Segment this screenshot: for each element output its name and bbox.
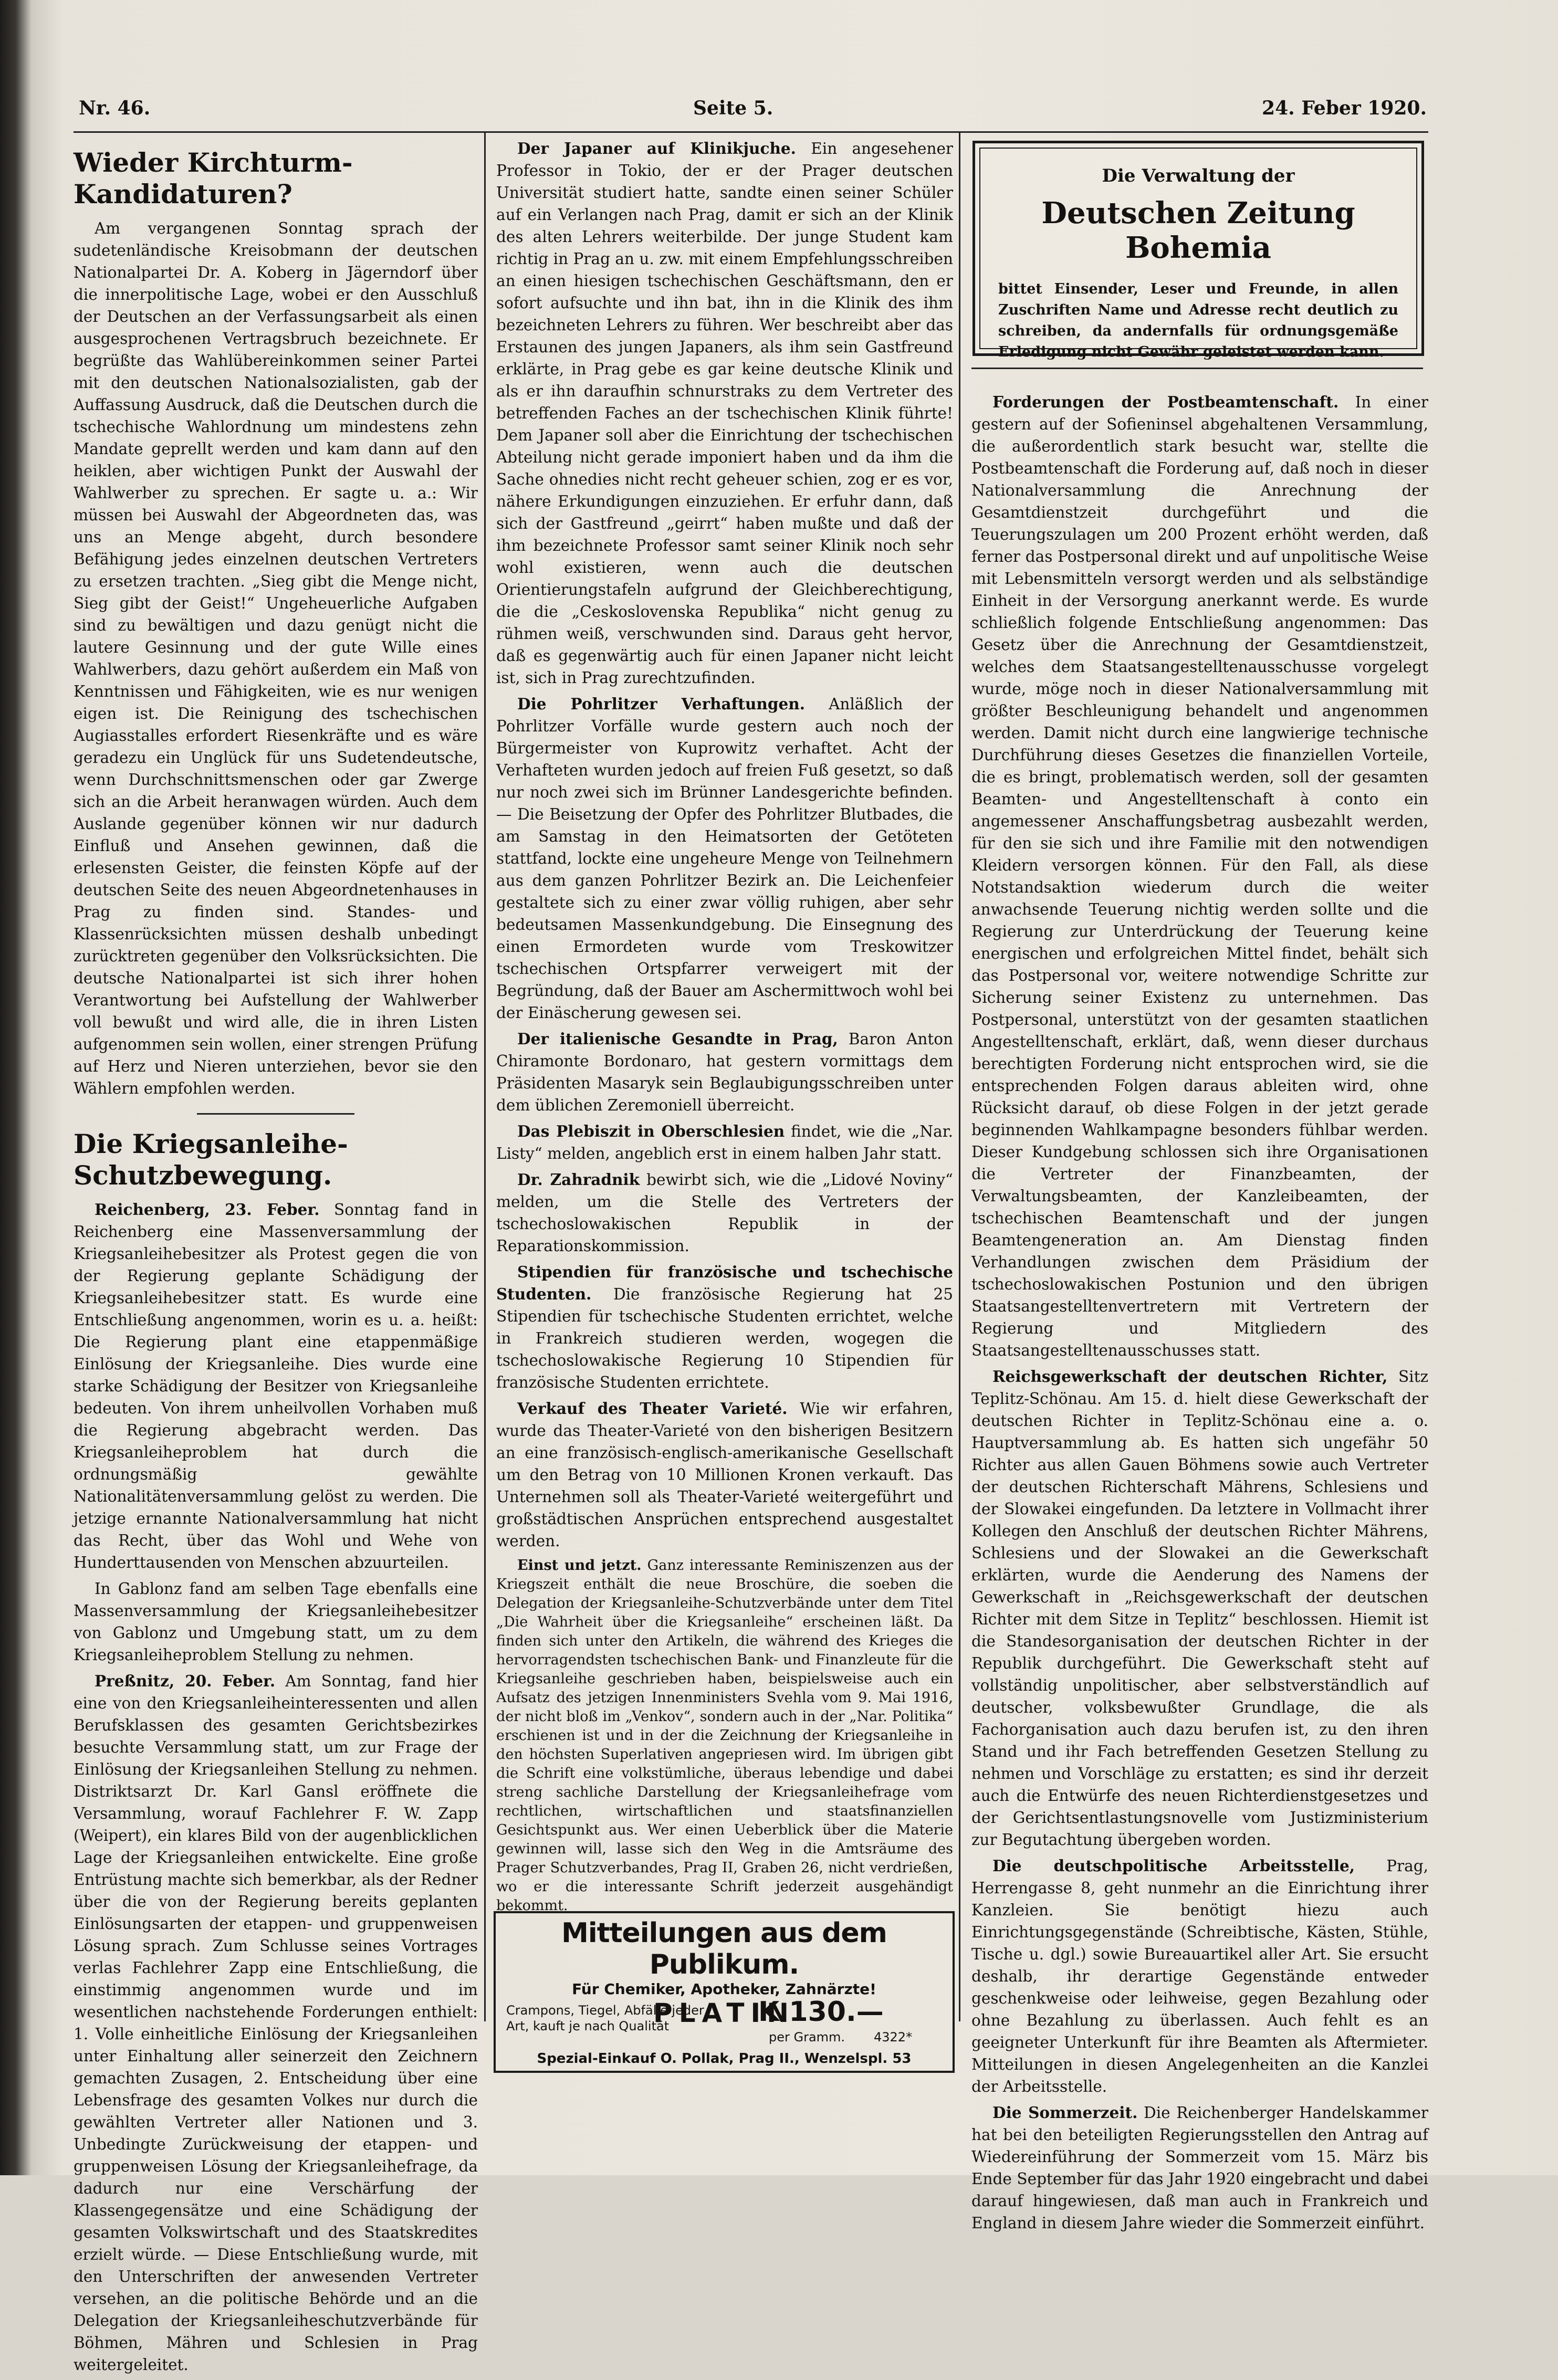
article-lead: Reichsgewerkschaft der deutschen Richter,	[992, 1367, 1388, 1386]
article-body: Ganz interessante Reminiszenzen aus der Kriegszeit enthält die neue Broschüre, die soeben die Delegation der Kriegsanleihe-Schutzverbände unter dem Titel „Die Wahrheit über die Kriegsanleihe“ erscheinen läßt. Da finden sich unter den Artikeln, die während des Krieges die hervorragendsten tschechischen Bank- und Finanzleute für die Kriegsanleihe geschrieben haben, beispielsweise auch ein Aufsatz des jetzigen Innenministers Svehla vom 9. Mai 1916, der nicht bloß im „Venkov“, sondern auch in der „Nar. Politika“ erschienen ist und in der die Zeichnung der Kriegsanleihe in den höchsten Superlativen angepriesen wird. Im übrigen gibt die Schrift eine volkstümliche, überaus lebendige und dabei streng sachliche Darstellung der Kriegsanleihefrage vom rechtlichen, wirtschaftlichen und staatsfinanziellen Gesichtspunkt aus. Wer einen Ueberblick über die Materie gewinnen will, lasse sich den Weg in die Amtsräume des Prager Schutzverbandes, Prag II, Graben 26, nicht verdrießen, wo er die interessante Schrift jederzeit ausgehändigt bekommt.	[496, 1557, 953, 1914]
article-richter	[971, 1366, 1428, 1851]
header-rule	[74, 131, 1428, 133]
article-lead: Forderungen der Postbeamtenschaft.	[992, 393, 1339, 411]
article-pressnitz	[74, 1670, 478, 2376]
article-body: Die französische Regierung hat 25 Stipendien für tschechische Studenten errichtet, welche in Frankreich studieren werden, wogegen die tschechoslowakische Regierung 10 Stipendien für französische Studenten errichtete.	[496, 1285, 953, 1391]
issue-number: Nr. 46.	[79, 97, 151, 119]
article-variete	[496, 1398, 953, 1552]
box-text: bittet Einsender, Leser und Freunde, in allen Zuschriften Name und Adresse recht deutlich zu schreiben, da andernfalls für ordnungsgemäße Erledigung nicht Gewähr geleistet werden kann.	[998, 281, 1398, 360]
platin-advertisement	[494, 1911, 955, 2073]
article-lead: Die Pohrlitzer Verhaftungen.	[517, 695, 805, 713]
article-body: findet, wie die „Nar. Listy“ melden, angeblich erst in einem halben Jahr statt.	[496, 1123, 953, 1162]
ad-price: K 130.—	[758, 1996, 884, 2028]
ad-product: PLATIN	[653, 1998, 795, 2028]
article-lead: Dr. Zahradnik	[517, 1170, 640, 1189]
ad-title: Mitteilungen aus dem Publikum.	[561, 1917, 887, 1980]
article-lead: Das Plebiszit in Oberschlesien	[517, 1122, 785, 1140]
column-3	[971, 391, 1428, 2238]
article-lead: Die deutschpolitische Arbeitsstelle,	[992, 1857, 1355, 1875]
article-kirchturm: Am vergangenen Sonntag sprach der sudetenländische Kreisobmann der deutschen Nationalpartei Dr. A. Koberg in Jägerndorf über die innerpolitische Lage, wobei er den Ausschluß der Deutschen an der Verfassungsarbeit als einen ausgesprochenen Vertragsbruch bezeichnete. Er begrüßte das Wahlübereinkommen seiner Partei mit den deutschen Nationalsozialisten, gab der Auffassung Ausdruck, daß die Deutschen durch die tschechische Wahlordnung um mindestens zehn Mandate geprellt werden und kam dann auf den heiklen, aber wichtigen Punkt der Auswahl der Wahlwerber zu sprechen. Er sagte u. a.: Wir müssen bei Auswahl der Abgeordneten das, was uns an Menge abgeht, durch besondere Befähigung jedes einzelnen deutschen Vertreters zu ersetzen trachten. „Sieg gibt die Menge nicht, Sieg gibt der Geist!“ Ungeheuerliche Aufgaben sind zu bewältigen und dazu genügt nicht die lautere Gesinnung und der gute Wille eines Wahlwerbers, dazu gehört außerdem ein Maß von Kenntnissen und Fähigkeiten, wie es nur wenigen eigen ist. Die Reinigung des tschechischen Augiasstalles erfordert Riesenkräfte und es wäre geradezu ein Unglück für uns Sudetendeutsche, wenn Durchschnittsmenschen oder gar Zwerge sich an die Arbeit heranwagen würden. Auch dem Auslande gegenüber können wir nur dadurch Einfluß und Ansehen gewinnen, daß die erlesensten Geister, die feinsten Köpfe auf der deutschen Seite des neuen Abgeordnetenhauses in Prag zu finden sind. Standes- und Klassenrücksichten müssen deshalb unbedingt zurücktreten gegenüber den Volksrücksichten. Die deutsche Nationalpartei ist sich ihrer hohen Verantwortung bei Aufstellung der Wahlwerber voll bewußt und wird alle, die in ihren Listen aufgenommen sein wollen, einer strengen Prüfung auf Herz und Nieren unterziehen, bevor sie den Wählern empfohlen werden.	[74, 219, 478, 1097]
article-arbeitsstelle	[971, 1855, 1428, 2098]
bohemia-notice-box	[973, 141, 1424, 360]
article-lead: Der italienische Gesandte in Prag,	[517, 1030, 838, 1048]
article-lead: Stipendien für französische und tschechische Studenten.	[496, 1263, 953, 1303]
article-body: Wie wir erfahren, wurde das Theater-Varieté von den bisherigen Besitzern an eine französisch-englisch-amerikanische Gesellschaft um den Betrag von 10 Millionen Kronen verkauft. Das Unternehmen soll als Theater-Varieté weitergeführt und großstädtischen Ansprüchen entsprechend ausgestaltet werden.	[496, 1400, 953, 1550]
page-header	[79, 97, 1427, 129]
ad-price-unit: per Gramm.	[769, 2030, 845, 2045]
article-einst-jetzt	[496, 1556, 953, 1915]
article-postbeamte	[971, 391, 1428, 1361]
article-plebiszit	[496, 1120, 953, 1165]
dateline: Preßnitz, 20. Feber.	[95, 1672, 276, 1690]
article-sommerzeit	[971, 2102, 1428, 2234]
article-lead: Verkauf des Theater Varieté.	[517, 1399, 788, 1418]
article-zahradnik	[496, 1169, 953, 1257]
article-stipendien	[496, 1261, 953, 1393]
article-gablonz: In Gablonz fand am selben Tage ebenfalls eine Massenversammlung der Kriegsanleihebesitzer von Gablonz und Umgebung statt, um zu dem Kriegsanleiheproblem Stellung zu nehmen.	[74, 1580, 478, 1664]
article-lead: Die Sommerzeit.	[992, 2103, 1138, 2122]
article-lead: Einst und jetzt.	[517, 1557, 642, 1574]
headline-kriegsanleihe: Die Kriegsanleihe-Schutzbewegung.	[74, 1128, 348, 1191]
article-pohrlitz	[496, 693, 953, 1024]
article-lead: Der Japaner auf Klinikjuche.	[517, 139, 796, 158]
box-rule	[971, 368, 1423, 369]
article-body: Die Reichenberger Handelskammer hat bei den beteiligten Regierungsstellen den Antrag auf Wiedereinführung der Sommerzeit vom 15. März bis Ende September für das Jahr 1920 eingebracht und dabei darauf hingewiesen, daß man auch in Frankreich und England in diesem Jahre wieder die Sommerzeit einführt.	[971, 2104, 1428, 2232]
article-body: Prag, Herrengasse 8, geht nunmehr an die Einrichtung ihrer Kanzleien. Sie benötigt hiezu auch Einrichtungsgegenstände (Schreibtische, Kästen, Stühle, Tische u. dgl.) sowie Bureauartikel aller Art. Sie ersucht deshalb, ihr derartige Gegenstände entweder geschenkweise oder leihweise, gegen Bezahlung oder ohne Bezahlung zu überlassen. Auch fehlt es an geeigneter Unterkunft für ihre Beamten als Aftermieter. Mitteilungen in diesen Angelegenheiten an die Kanzlei der Arbeitsstelle.	[971, 1857, 1428, 2095]
ad-subtitle: Für Chemiker, Apotheker, Zahnärzte!	[572, 1980, 876, 1998]
article-body: bewirbt sich, wie die „Lidové Noviny“ melden, um die Stelle des Vertreters der tschechoslowakischen Republik in der Reparationskommission.	[496, 1171, 953, 1255]
article-body: Baron Anton Chiramonte Bordonaro, hat gestern vormittags dem Präsidenten Masaryk sein Beglaubigungsschreiben unter dem üblichen Zeremoniell überreicht.	[496, 1030, 953, 1114]
ad-description: Crampons, Tiegel, Abfälle jeder Art, kauft je nach Qualität	[506, 2003, 704, 2033]
article-body: Ein angesehener Professor in Tokio, der er der Prager deutschen Universität studiert hatte, sandte einen seiner Schüler auf ein Verlangen nach Prag, damit er sich an der Klinik des alten Lehrers weiterbilde. Der junge Student kam richtig in Prag an u. zw. mit einem Empfehlungsschreiben an einen hiesigen tschechischen Geschäftsmann, den er sofort aufsuchte und ihn bat, ihn in die Klinik des ihm bezeichneten Lehrers zu führen. Wer beschreibt aber das Erstaunen des jungen Japaners, als ihm sein Gastfreund erklärte, in Prag gebe es gar keine deutsche Klinik und als er ihn daraufhin schnurstraks zu dem Vertreter des betreffenden Faches an der tschechischen Klinik führte! Dem Japaner soll aber die Einrichtung der tschechischen Abteilung nicht gerade imponiert haben und da ihm die Sache ohnedies nicht recht geheuer schien, zog er es vor, nähere Erkundigungen einzuziehen. Er erfuhr dann, daß sich der Gastfreund „geirrt“ haben mußte und daß der ihm bezeichnete Professor samt seiner Klinik noch sehr wohl existieren, wenn auch die deutschen Orientierungstafeln aufgrund der Gleichberechtigung, die die „Ceskoslovenska Republika“ nicht genug zu rühmen weiß, verschwunden sind. Daraus geht hervor, daß es gegenwärtig auch für einen Japaner nicht leicht ist, sich in Prag zurechtzufinden.	[496, 140, 954, 687]
article-body: Sonntag fand in Reichenberg eine Massenversammlung der Kriegsanleihebesitzer als Protest gegen die von der Regierung geplante Schädigung der Kriegsanleihebesitzer statt. Es wurde eine Entschließung angenommen, worin es u. a. heißt: Die Regierung plant eine etappenmäßige Einlösung der Kriegsanleihe. Dies wurde eine starke Schädigung der Besitzer von Kriegsanleihe bedeuten. Von ihrem unheilvollen Vorhaben muß die Regierung abgebracht werden. Das Kriegsanleiheproblem hat durch die ordnungsmäßig gewählte Nationalitätenversammlung gelöst zu werden. Die jetzige ernannte Nationalversammlung hat nicht das Recht, über das Wohl und Wehe von Hunderttausenden von Menschen abzuurteilen.	[74, 1201, 478, 1571]
page-number: Seite 5.	[693, 97, 773, 119]
article-body: Am Sonntag, fand hier eine von den Kriegsanleiheinteressenten und allen Berufsklassen des gesamten Gerichtsbezirkes besuchte Versammlung statt, um zur Frage der Einlösung der Kriegsanleihen Stellung zu nehmen. Distriktsarzt Dr. Karl Gansl eröffnete die Versammlung, worauf Fachlehrer F. W. Zapp (Weipert), ein klares Bild von der augenblicklichen Lage der Kriegsanleihen entwickelte. Eine große Entrüstung machte sich bemerkbar, als der Redner über die von der Regierung bereits geplanten Einlösungsarten der etappen- und gruppenweisen Lösung sprach. Zum Schlusse seines Vortrages verlas Fachlehrer Zapp eine Entschließung, die einstimmig angenommen wurde und im wesentlichen nachstehende Forderungen enthielt: 1. Volle einheitliche Einlösung der Kriegsanleihen unter Einhaltung aller seinerzeit den Zeichnern gemachten Zusagen, 2. Entscheidung über eine Lebensfrage des gesamten Volkes nur durch die gewählten Vertreter aller Nationen und 3. Unbedingte Zurückweisung der etappen- und gruppenweisen Lösung der Kriegsanleihefrage, da dadurch nur eine Verschärfung der Klassengegensätze und eine Schädigung der gesamten Volkswirtschaft und des Staatskredites erzielt würde. — Diese Entschließung wurde, mit den Unterschriften der anwesenden Vertreter versehen, an die politische Behörde und an die Delegation der Kriegsanleiheschutzverbände für Böhmen, Mähren und Schlesien in Prag weitergeleitet.	[74, 1672, 478, 2374]
ad-code: 4322*	[874, 2030, 913, 2045]
article-body: Anläßlich der Pohrlitzer Vorfälle wurde gestern auch noch der Bürgermeister von Kuprowitz verhaftet. Acht der Verhafteten wurden jedoch auf freien Fuß gesetzt, so daß nur noch zwei sich im Brünner Landesgerichte befinden. — Die Beisetzung der Opfer des Pohrlitzer Blutbades, die am Samstag in den Heimatsorten der Getöteten stattfand, lockte eine ungeheure Menge von Teilnehmern aus dem ganzen Pohrlitzer Bezirk an. Die Leichenfeier gestaltete sich zu einer zwar völlig ruhigen, aber sehr bedeutsamen Massenkundgebung. Die Einsegnung des einen Ermordeten wurde vom Treskowitzer tschechischen Ortspfarrer verweigert mit der Begründung, daß der Bauer am Aschermittwoch wohl bei der Einäscherung gewesen sei.	[496, 695, 953, 1022]
article-gesandte	[496, 1028, 953, 1116]
article-japaner	[496, 138, 953, 689]
article-separator	[197, 1113, 354, 1115]
box-line-2: Deutschen Zeitung Bohemia	[1041, 196, 1355, 265]
column-divider	[959, 131, 960, 2021]
article-body: In einer gestern auf der Sofieninsel abgehaltenen Versammlung, die außerordentlich stark besucht war, stellte die Postbeamtenschaft die Forderung auf, daß noch in dieser Nationalversammlung die Anrechnung der Gesamtdienstzeit durchgeführt und die Teuerungszulagen um 200 Prozent erhöht werden, daß ferner das Postpersonal direkt und auf unpolitische Weise mit Lebensmitteln versorgt werden und als selbständige Einheit in der Versorgung anerkannt werde. Es wurde schließlich folgende Entschließung angenommen: Das Gesetz über die Anrechnung der Gesamtdienstzeit, welches dem Staatsangestelltenausschusse vorgelegt wurde, möge noch in dieser Nationalversammlung mit größter Beschleunigung behandelt und angenommen werden. Damit nicht durch eine langwierige technische Durchführung dieses Gesetzes die finanziellen Vorteile, die es bringt, problematisch werden, soll der gesamten Beamten- und Angestelltenschaft à conto ein angemessener Anschaffungsbetrag ausbezahlt werden, für den sie sich und ihre Familie mit den notwendigen Kleidern versorgen können. Für den Fall, als diese Notstandsaktion wiederum durch die weiter anwachsende Teuerung nichtig werden sollte und die Regierung zur Unterdrückung der Teuerung keine energischen und erfolgreichen Mittel findet, behält sich das Postpersonal vor, weitere notwendige Schritte zur Sicherung seiner Existenz zu unternehmen. Das Postpersonal, unterstützt von der gesamten staatlichen Angestelltenschaft, erklärt, daß, wenn dieser durchaus berechtigten Forderung nicht entsprochen wird, sie die entsprechenden Folgen daraus ableiten wird, ohne Rücksicht darauf, ob diese Folgen in der jetzt gerade beginnenden Wahlkampagne besonders fühlbar werden. Dieser Kundgebung schlossen sich ihre Organisationen die Vertreter der Finanzbeamten, der Verwaltungsbeamten, der Kanzleibeamten, der tschechischen Beamtenschaft und der jungen Beamtengeneration an. Am Dienstag finden Verhandlungen zwischen dem Präsidium der tschechoslowakischen Postunion und den übrigen Staatsangestelltenvertretern mit Vertretern der Regierung und Mitgliedern des Staatsangestelltenausschusses statt.	[971, 393, 1429, 1359]
ad-footer: Spezial-Einkauf O. Pollak, Prag II., Wenzelspl. 53	[537, 2051, 912, 2067]
box-line-1: Die Verwaltung der	[1102, 165, 1295, 186]
column-2	[496, 138, 953, 1920]
article-body: Sitz Teplitz-Schönau. Am 15. d. hielt diese Gewerkschaft der deutschen Richter in Teplitz-Schönau eine a. o. Hauptversammlung ab. Es hatten sich ungefähr 50 Richter aus allen Gauen Böhmens sowie auch Vertreter der deutschen Richterschaft Mährens, Schlesiens und der Slowakei eingefunden. Da letztere in Vollmacht ihrer Kollegen den Anschluß der deutschen Richter Mährens, Schlesiens und der Slowakei an die Gewerkschaft erklärten, wurde die Aenderung des Namens der Gewerkschaft in „Reichsgewerkschaft der deutschen Richter mit dem Sitze in Teplitz“ beschlossen. Hiemit ist die Standesorganisation der deutschen Richter in der Republik durchgeführt. Die Gewerkschaft steht auf vollständig unpolitischer, aber selbstverständlich auf deutscher, volksbewußter Grundlage, die als Fachorganisation auch dazu berufen ist, zu den ihren Stand und ihr Fach betreffenden Gesetzen Stellung zu nehmen und Vorschläge zu erstatten; es sind ihr derzeit auch die Entwürfe des neuen Richterdienstgesetzes und der Gerichtsentlastungsnovelle vom Justizministerium zur Begutachtung übergeben worden.	[971, 1368, 1428, 1849]
article-reichenberg	[74, 1199, 478, 1574]
issue-date: 24. Feber 1920.	[1262, 97, 1427, 119]
dateline: Reichenberg, 23. Feber.	[95, 1200, 320, 1219]
headline-kirchturm: Wieder Kirchturm-Kandidaturen?	[74, 147, 353, 209]
column-1	[74, 142, 478, 2380]
column-divider	[484, 131, 486, 2021]
